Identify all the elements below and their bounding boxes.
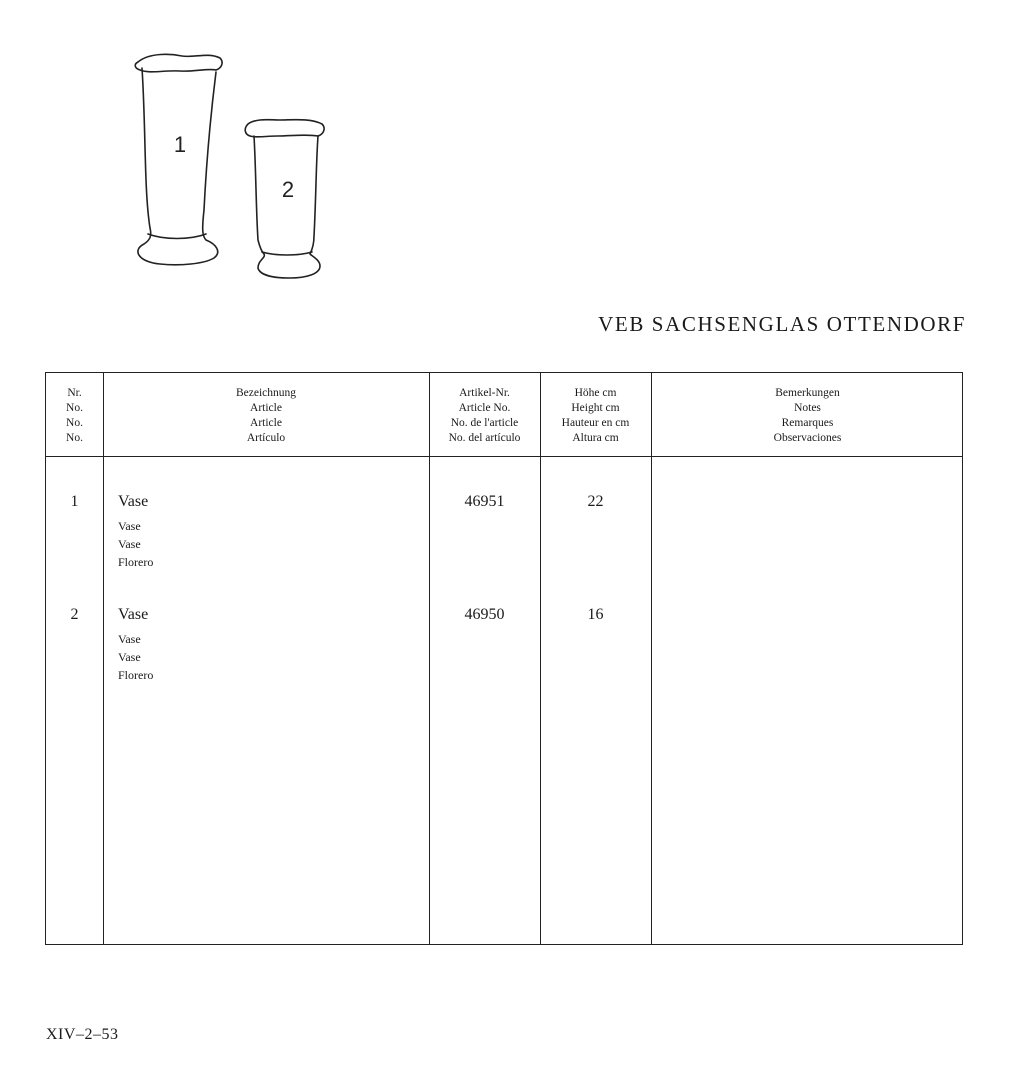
- header-height-en: Height cm: [571, 402, 620, 414]
- header-notes-de: Bemerkungen: [775, 387, 840, 399]
- row-name-en: Vase: [118, 519, 141, 533]
- row-height: 22: [587, 493, 604, 510]
- row-number: 2: [70, 606, 79, 623]
- vase-illustration: [120, 40, 350, 290]
- header-article-no-fr: No. de l'article: [450, 417, 519, 429]
- header-article-no: [429, 386, 540, 446]
- header-article-no-de: Artikel-Nr.: [459, 387, 510, 399]
- header-divider: [46, 456, 962, 457]
- header-height: [540, 386, 651, 446]
- header-height-fr: Hauteur en cm: [561, 417, 630, 429]
- vase-1-label: 1: [173, 132, 187, 157]
- column-divider: [540, 373, 541, 944]
- header-notes-es: Observaciones: [773, 432, 842, 444]
- catalog-page-code: XIV–2–53: [46, 1026, 119, 1043]
- header-nr-en: No.: [66, 402, 83, 414]
- header-designation-de: Bezeichnung: [235, 387, 297, 399]
- vase-1-drawing: [135, 54, 222, 264]
- header-nr-es: No.: [66, 432, 83, 444]
- header-article-no-en: Article No.: [458, 402, 511, 414]
- header-designation-fr: Article: [250, 417, 282, 429]
- row-article-no: 46951: [464, 493, 505, 510]
- row-height: 16: [587, 606, 604, 623]
- header-nr-de: Nr.: [67, 387, 82, 399]
- header-nr-fr: No.: [66, 417, 83, 429]
- row-number: 1: [70, 493, 79, 510]
- header-nr: [46, 386, 103, 446]
- header-notes-en: Notes: [794, 402, 821, 414]
- header-height-es: Altura cm: [572, 432, 619, 444]
- row-name-en: Vase: [118, 632, 141, 646]
- column-divider: [429, 373, 430, 944]
- column-divider: [103, 373, 104, 944]
- header-designation: [103, 386, 429, 446]
- row-article-no: 46950: [464, 606, 505, 623]
- header-designation-es: Artículo: [246, 432, 286, 444]
- header-height-de: Höhe cm: [574, 387, 617, 399]
- column-divider: [651, 373, 652, 944]
- header-article-no-es: No. del artículo: [448, 432, 521, 444]
- vase-2-label: 2: [281, 177, 295, 202]
- company-name: VEB SACHSENGLAS OTTENDORF: [598, 312, 966, 336]
- row-name: Vase: [118, 493, 149, 510]
- header-notes: [651, 386, 964, 446]
- row-name-fr: Vase: [118, 537, 141, 551]
- row-name: Vase: [118, 606, 149, 623]
- row-name-es: Florero: [118, 555, 154, 569]
- row-name-fr: Vase: [118, 650, 141, 664]
- header-notes-fr: Remarques: [781, 417, 834, 429]
- row-name-es: Florero: [118, 668, 154, 682]
- catalog-table: [45, 372, 963, 945]
- header-designation-en: Article: [250, 402, 282, 414]
